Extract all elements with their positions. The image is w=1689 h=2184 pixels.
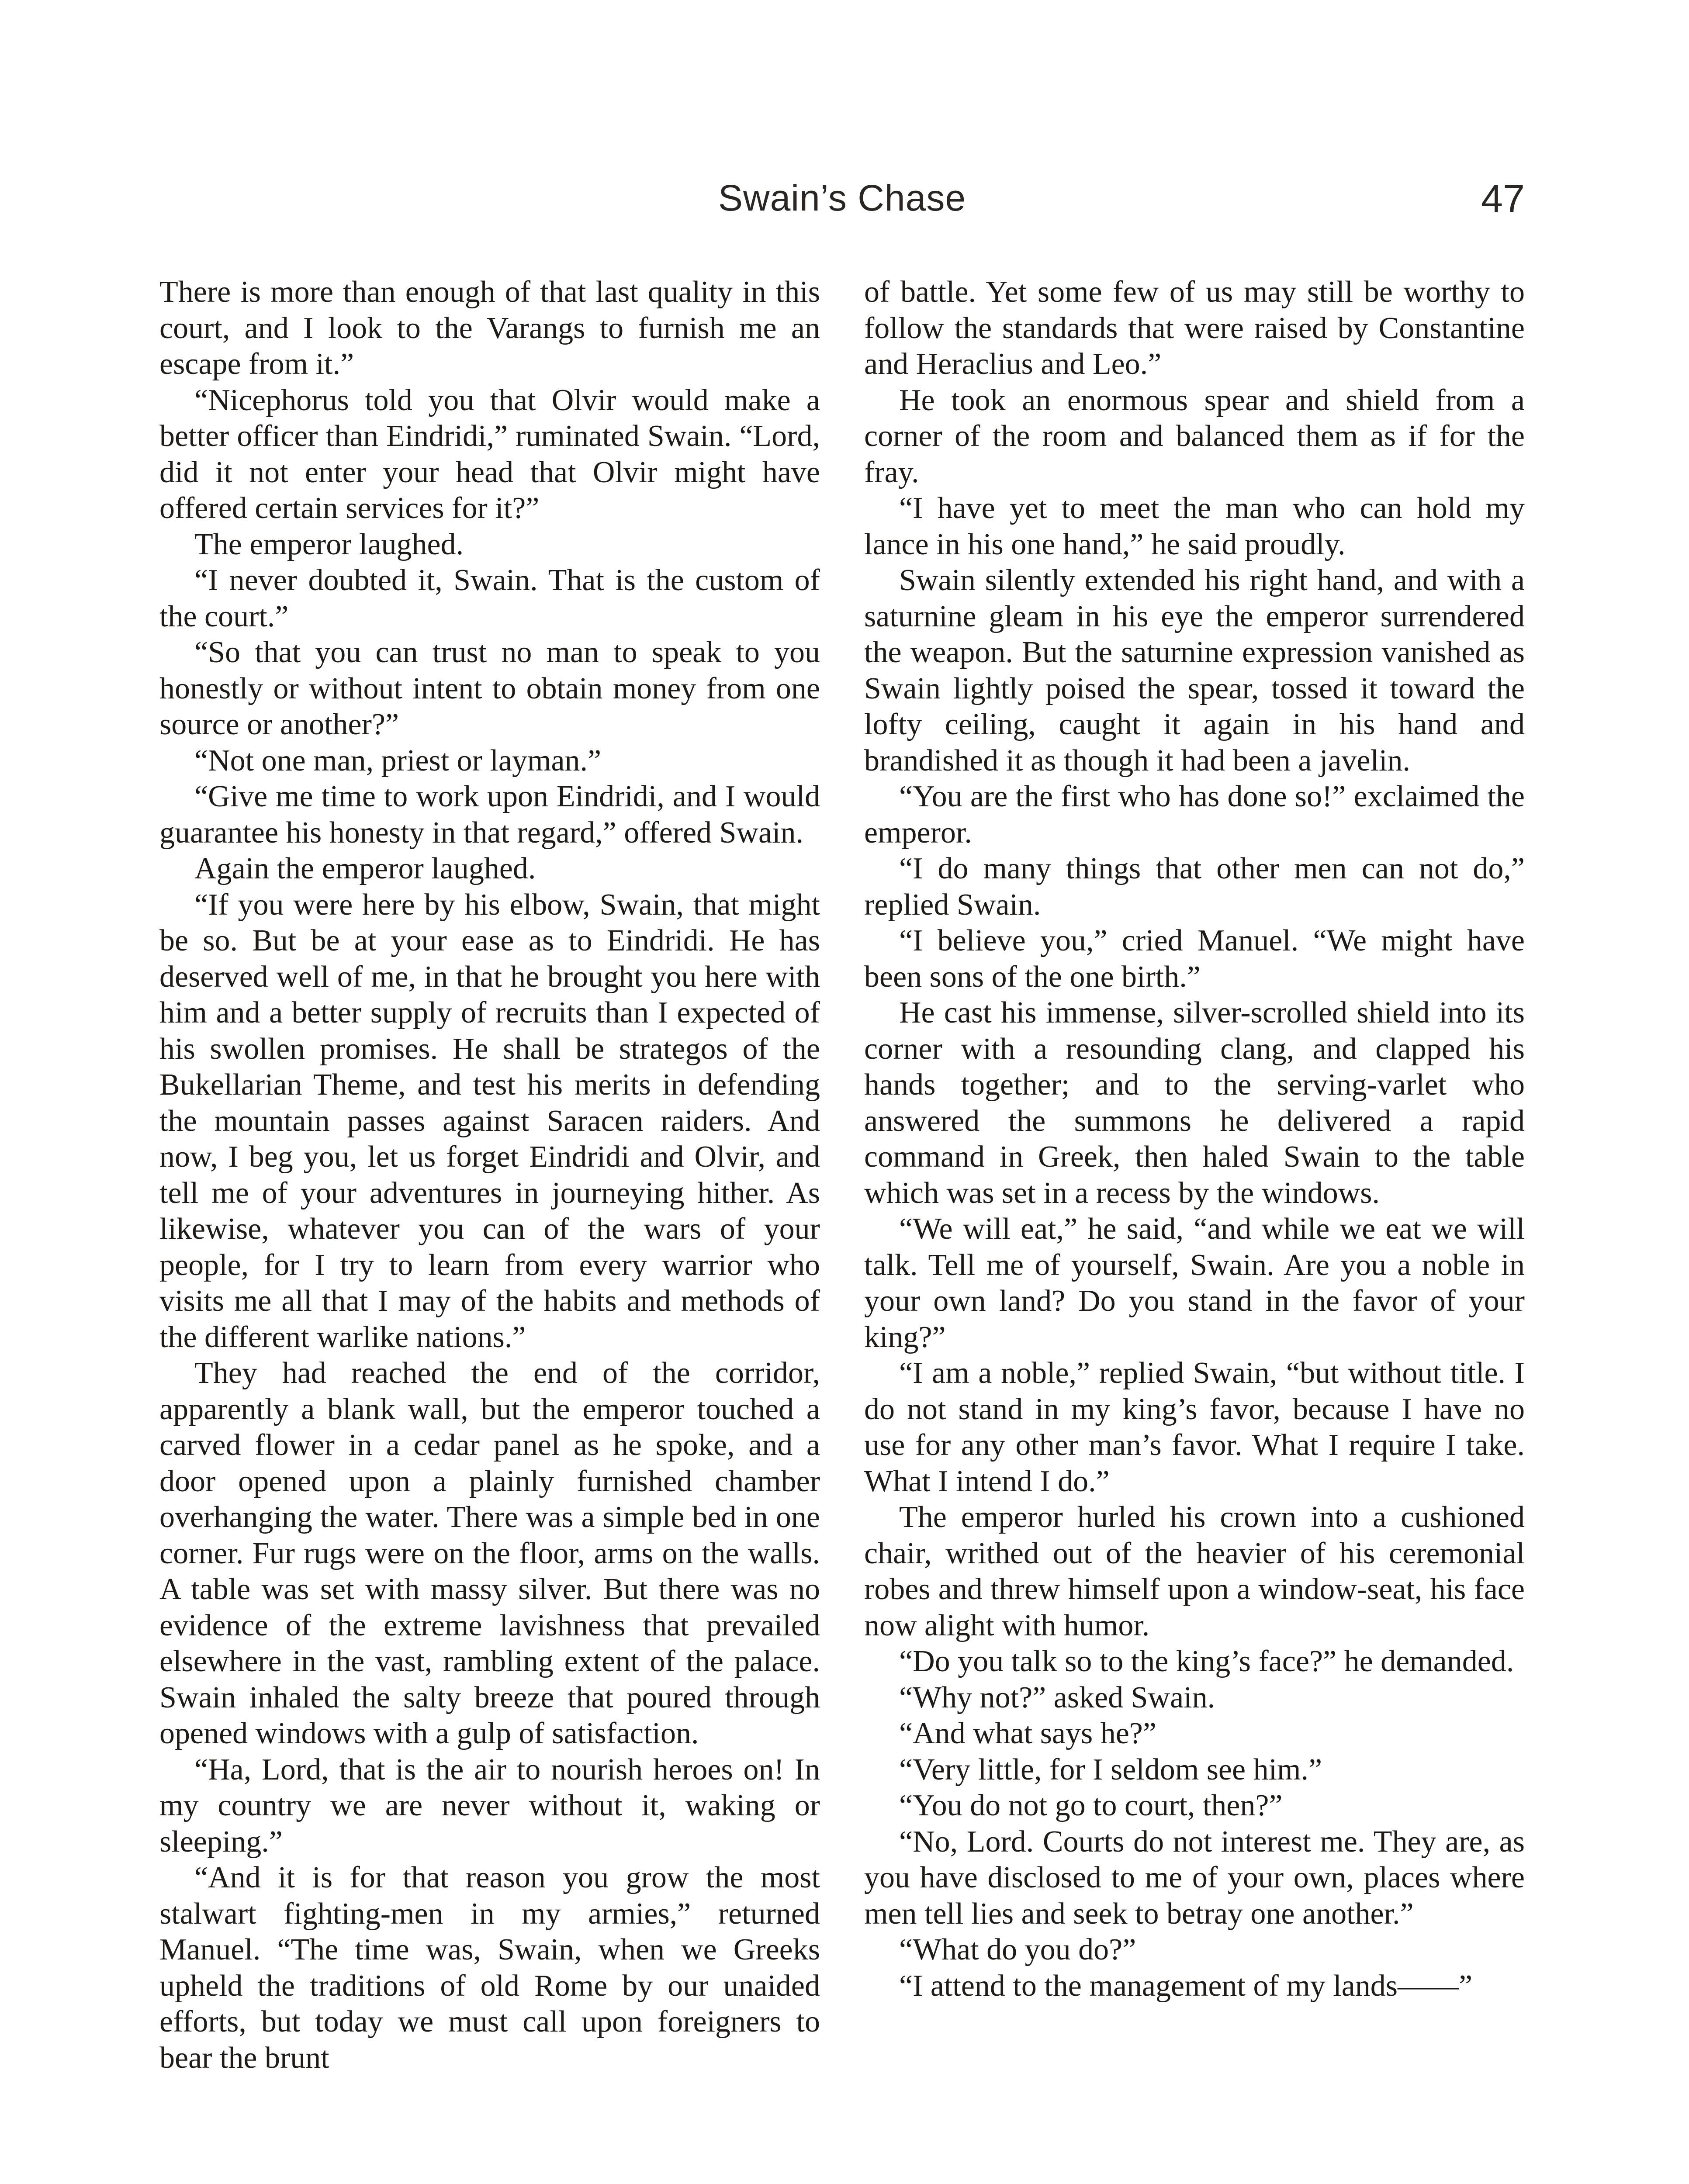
paragraph: “I am a noble,” replied Swain, “but without title. I do not stand in my king’s favor, because I have no use for any other man’s favor. What I require I take. What I intend I do.” bbox=[864, 1356, 1525, 1498]
page-number: 47 bbox=[1481, 177, 1525, 221]
paragraph: “I attend to the management of my lands——” bbox=[899, 1969, 1473, 2003]
paragraph: They had reached the end of the corridor, apparently a blank wall, but the emperor touched a carved flower in a cedar panel as he spoke, and a door opened upon a plainly furnished chamber overhanging the water. There was a simple bed in one corner. Fur rugs were on the floor, arms on the walls. A table was set with massy silver. But there was no evidence of the extreme lavishness that prevailed elsewhere in the vast, rambling extent of the palace. Swain inhaled the salty breeze that poured through opened windows with a gulp of satisfaction. bbox=[159, 1356, 820, 1750]
paragraph: The emperor laughed. bbox=[194, 527, 464, 561]
paragraph: “Why not?” asked Swain. bbox=[899, 1680, 1215, 1714]
paragraph: “You are the first who has done so!” exclaimed the emperor. bbox=[864, 780, 1525, 850]
running-title: Swain’s Chase bbox=[718, 177, 966, 218]
left-column bbox=[159, 274, 820, 2076]
paragraph: “Ha, Lord, that is the air to nourish heroes on! In my country we are never without it, waking or sleeping.” bbox=[159, 1752, 820, 1859]
paragraph: The emperor hurled his crown into a cushioned chair, writhed out of the heavier of his ceremonial robes and threw himself upon a window-seat, his face now alight with humor. bbox=[864, 1500, 1525, 1642]
paragraph: “I have yet to meet the man who can hold my lance in his one hand,” he said proudly. bbox=[864, 491, 1525, 561]
paragraph: of battle. Yet some few of us may still be worthy to follow the standards that were raised by Constantine and Heraclius and Leo.” bbox=[864, 275, 1525, 381]
paragraph: “I never doubted it, Swain. That is the custom of the court.” bbox=[159, 563, 820, 633]
paragraph: Again the emperor laughed. bbox=[194, 852, 536, 885]
paragraph: There is more than enough of that last quality in this court, and I look to the Varangs to furnish me an escape from it.” bbox=[159, 275, 820, 381]
paragraph: “If you were here by his elbow, Swain, that might be so. But be at your ease as to Eindridi. He has deserved well of me, in that he brought you here with him and a better supply of recruits than I expected of his swollen promises. He shall be strategos of the Bukellarian Theme, and test his merits in defending the mountain passes against Saracen raiders. And now, I beg you, let us forget Eindridi and Olvir, and tell me of your adventures in journeying hither. As likewise, whatever you can of the wars of your people, for I try to learn from every warrior who visits me all that I may of the habits and methods of the different warlike nations.” bbox=[159, 888, 820, 1354]
paragraph: “Do you talk so to the king’s face?” he demanded. bbox=[899, 1645, 1514, 1678]
paragraph: He took an enormous spear and shield from a corner of the room and balanced them as if for the fray. bbox=[864, 383, 1525, 489]
paragraph: He cast his immense, silver-scrolled shield into its corner with a resounding clang, and clapped his hands together; and to the serving-varlet who answered the summons he delivered a rapid command in Greek, then haled Swain to the table which was set in a recess by the windows. bbox=[864, 996, 1525, 1210]
paragraph: Swain silently extended his right hand, and with a saturnine gleam in his eye the emperor surrendered the weapon. But the saturnine expression vanished as Swain lightly poised the spear, tossed it toward the lofty ceiling, caught it again in his hand and brandished it as though it had been a javelin. bbox=[864, 563, 1525, 778]
running-head bbox=[159, 177, 1525, 229]
paragraph: “What do you do?” bbox=[899, 1933, 1136, 1966]
paragraph: “So that you can trust no man to speak to you honestly or without intent to obtain money from one source or another?” bbox=[159, 636, 820, 741]
right-column bbox=[864, 274, 1525, 2004]
paragraph: “You do not go to court, then?” bbox=[899, 1789, 1283, 1822]
paragraph: “No, Lord. Courts do not interest me. They are, as you have disclosed to me of your own, places where men tell lies and seek to betray one another.” bbox=[864, 1825, 1525, 1931]
paragraph: “Not one man, priest or layman.” bbox=[194, 743, 602, 778]
paragraph: “We will eat,” he said, “and while we eat we will talk. Tell me of yourself, Swain. Are you a noble in your own land? Do you stand in the favor of your king?” bbox=[864, 1212, 1525, 1354]
paragraph: “I believe you,” cried Manuel. “We might have been sons of the one birth.” bbox=[864, 924, 1525, 994]
paragraph: “And it is for that reason you grow the most stalwart fighting-men in my armies,” returned Manuel. “The time was, Swain, when we Greeks upheld the traditions of old Rome by our unaided efforts, but today we must call upon foreigners to bear the brunt bbox=[159, 1861, 820, 2075]
paragraph: “Nicephorus told you that Olvir would make a better officer than Eindridi,” ruminated Swain. “Lord, did it not enter your head that Olvir might have offered certain services for it?” bbox=[159, 383, 820, 525]
paragraph: “I do many things that other men can not do,” replied Swain. bbox=[864, 852, 1525, 922]
paragraph: “And what says he?” bbox=[899, 1717, 1156, 1750]
paragraph: “Give me time to work upon Eindridi, and I would guarantee his honesty in that regard,” offered Swain. bbox=[159, 780, 820, 850]
paragraph: “Very little, for I seldom see him.” bbox=[899, 1752, 1322, 1787]
